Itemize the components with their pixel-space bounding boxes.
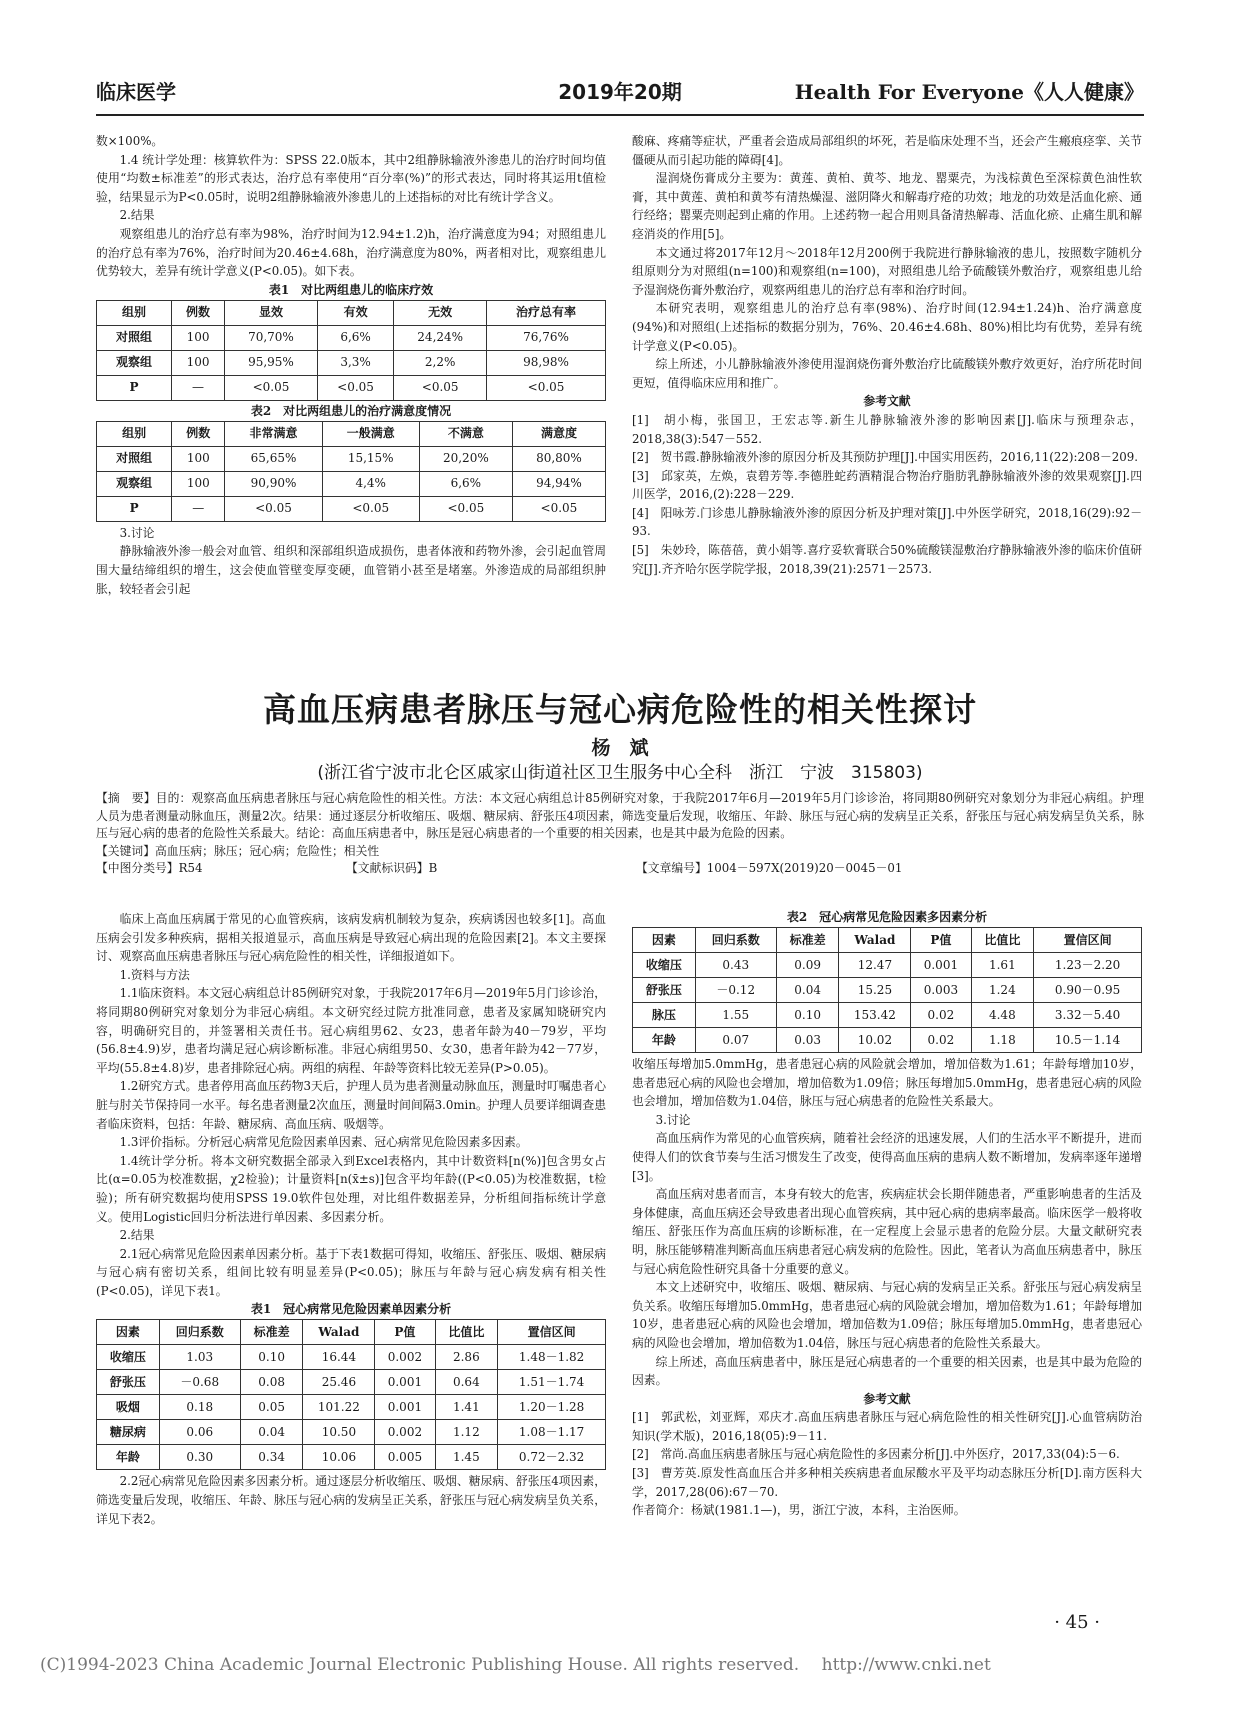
keywords: 【关键词】高血压病；脉压；冠心病；危险性；相关性 xyxy=(96,843,380,858)
references-heading: 参考文献 xyxy=(863,394,911,409)
table-cell: 0.10 xyxy=(776,1003,839,1028)
table-row xyxy=(633,978,1142,1003)
paragraph: 收缩压每增加5.0mmHg，患者患冠心病的风险就会增加，增加倍数为1.61；年龄每增加10岁，患者患冠心病的风险也会增加，增加倍数为1.09倍；脉压每增加5.0mmHg，患者患冠心病的风险也会增加，增加倍数为1.04倍，脉压与冠心病患者的危险性关系最大。 xyxy=(632,1057,1142,1109)
table-cell: 1.55 xyxy=(695,1003,776,1028)
section-heading: 2.结果 xyxy=(119,208,155,223)
table-cell: 100 xyxy=(172,471,225,496)
table-header-cell: 无效 xyxy=(394,300,487,325)
reference-item: [3] 邱家英，左焕，袁碧芳等.李德胜蛇药酒精混合物治疗脂肪乳静脉输液外渗的效果观察[J].四川医学，2016,(2):228－229. xyxy=(632,468,1142,502)
article-table-2 xyxy=(632,927,1142,1053)
article-right-column xyxy=(632,908,1142,1520)
abstract-block xyxy=(96,790,1144,878)
table-cell: 年龄 xyxy=(633,1028,696,1053)
table-cell: 观察组 xyxy=(97,350,172,375)
table-cell: 舒张压 xyxy=(633,978,696,1003)
table-header-cell: 一般满意 xyxy=(322,421,419,446)
table-cell: 12.47 xyxy=(839,953,911,978)
table-cell: <0.05 xyxy=(487,375,606,400)
table-cell: 15,15% xyxy=(322,446,419,471)
header-issue: 2019年20期 xyxy=(558,80,682,104)
table-header-cell: 因素 xyxy=(97,1320,160,1345)
table-cell: 0.03 xyxy=(776,1028,839,1053)
prev-table-2 xyxy=(96,421,606,522)
table-cell: 100 xyxy=(172,350,225,375)
table-cell: 0.02 xyxy=(911,1028,971,1053)
table-header-cell: 组别 xyxy=(97,421,172,446)
table-cell: 0.002 xyxy=(375,1420,435,1445)
table-header-cell: 回归系数 xyxy=(695,928,776,953)
paragraph: 本文通过将2017年12月～2018年12月200例于我院进行静脉输液的患儿，按照数字随机分组原则分为对照组(n=100)和观察组(n=100)，对照组患儿给予硫酸镁外敷治疗，观察组患儿给予湿润烧伤膏外敷治疗，观察两组患儿的治疗总有率和治疗时间。 xyxy=(632,245,1142,297)
table-cell: 0.06 xyxy=(159,1420,240,1445)
table-cell: 1.08－1.17 xyxy=(498,1420,606,1445)
paragraph: 临床上高血压病属于常见的心血管疾病，该病发病机制较为复杂，疾病诱因也较多[1]。高血压病会引发多种疾病，据相关报道显示，高血压病是导致冠心病出现的危险因素[2]。本文主要探讨、观察高血压病患者脉压与冠心病危险性的相关性，详细报道如下。 xyxy=(96,912,606,964)
clc-number: 【中图分类号】R54 xyxy=(96,861,203,875)
references-heading: 参考文献 xyxy=(863,1391,911,1406)
reference-item: [2] 贺书霞.静脉输液外渗的原因分析及其预防护理[J].中国实用医药，2016,11(22):208－209. xyxy=(632,450,1139,465)
paragraph: 3.讨论 xyxy=(655,1112,691,1127)
table-row xyxy=(97,325,606,350)
paragraph: 静脉输液外渗一般会对血管、组织和深部组织造成损伤，患者体液和药物外渗，会引起血管周围大量结缔组织的增生，这会使血管壁变厚变硬，血管销小甚至是堵塞。外渗造成的局部组织肿胀，较轻者会引起 xyxy=(96,544,606,596)
table-row xyxy=(97,375,606,400)
paragraph: 2.1冠心病常见危险因素单因素分析。基于下表1数据可得知，收缩压、舒张压、吸烟、糖尿病与冠心病有密切关系，组间比较有明显差异(P<0.05)；脉压与年龄与冠心病发病有相关性(P<0.05)，详见下表1。 xyxy=(96,1246,606,1298)
running-header xyxy=(96,76,1144,112)
table-cell: 90,90% xyxy=(225,471,322,496)
table-cell: 0.001 xyxy=(911,953,971,978)
table-cell: －0.68 xyxy=(159,1370,240,1395)
table-cell: 0.05 xyxy=(240,1395,303,1420)
table-cell: 1.41 xyxy=(435,1395,498,1420)
table-cell: 吸烟 xyxy=(97,1395,160,1420)
paragraph: 2.结果 xyxy=(119,1228,155,1243)
table-header-cell: 置信区间 xyxy=(1034,928,1142,953)
table-cell: 4.48 xyxy=(971,1003,1034,1028)
table-row xyxy=(97,1420,606,1445)
table-cell: 0.72－2.32 xyxy=(498,1445,606,1470)
table-header-cell: 标准差 xyxy=(776,928,839,953)
prev-right-column xyxy=(632,132,1142,578)
table-cell: P xyxy=(97,375,172,400)
table-cell: 65,65% xyxy=(225,446,322,471)
table-row xyxy=(97,471,606,496)
table-cell: 70,70% xyxy=(225,325,318,350)
table-caption: 表2 冠心病常见危险因素多因素分析 xyxy=(786,910,988,924)
abstract: 【摘 要】目的：观察高血压病患者脉压与冠心病危险性的相关性。方法：本文冠心病组总计85例研究对象，于我院2017年6月—2019年5月门诊诊治，将同期80例研究对象划分为非冠心病组。护理人员为患者测量动脉血压，测量2次。结果：通过逐层分析收缩压、吸烟、糖尿病、舒张压4项因素，筛选变量后发现，收缩压、年龄、脉压与冠心病的发病呈正关系，舒张压与冠心病发病呈负关系，脉压与冠心病的患者的危险性关系最大。结论：高血压病患者中，脉压是冠心病患者的一个重要的相关因素，也是其中最为危险的因素。 xyxy=(96,791,1144,840)
table-cell: 0.64 xyxy=(435,1370,498,1395)
article-number: 【文章编号】1004－597X(2019)20－0045－01 xyxy=(636,861,903,875)
table-cell: 1.12 xyxy=(435,1420,498,1445)
table-cell: 3.32－5.40 xyxy=(1034,1003,1142,1028)
table-caption: 表2 对比两组患儿的治疗满意度情况 xyxy=(250,403,452,418)
table-row xyxy=(97,1395,606,1420)
table-header-cell: 因素 xyxy=(633,928,696,953)
table-header-cell: 不满意 xyxy=(419,421,512,446)
table-cell: 10.02 xyxy=(839,1028,911,1053)
article-title: 高血压病患者脉压与冠心病危险性的相关性探讨 xyxy=(263,690,977,729)
table-header-cell: Walad xyxy=(839,928,911,953)
table-cell: — xyxy=(172,375,225,400)
table-cell: 对照组 xyxy=(97,446,172,471)
header-section: 临床医学 xyxy=(96,80,176,104)
table-cell: 收缩压 xyxy=(97,1345,160,1370)
table-cell: <0.05 xyxy=(317,375,393,400)
table-cell: 1.20－1.28 xyxy=(498,1395,606,1420)
table-cell: 3,3% xyxy=(317,350,393,375)
table-cell: 0.04 xyxy=(240,1420,303,1445)
table-cell: 舒张压 xyxy=(97,1370,160,1395)
article-affiliation: (浙江省宁波市北仑区戚家山街道社区卫生服务中心全科 浙江 宁波 315803) xyxy=(317,763,923,783)
table-cell: <0.05 xyxy=(394,375,487,400)
table-header-cell: 例数 xyxy=(172,421,225,446)
table-cell: 80,80% xyxy=(512,446,605,471)
table-row xyxy=(633,953,1142,978)
reference-item: [4] 阳咏芳.门诊患儿静脉输液外渗的原因分析及护理对策[J].中外医学研究，2018,16(29):92－93. xyxy=(632,505,1142,539)
table-cell: 100 xyxy=(172,325,225,350)
table-cell: <0.05 xyxy=(512,496,605,521)
table-header-cell: 比值比 xyxy=(435,1320,498,1345)
table-header-cell: 组别 xyxy=(97,300,172,325)
table-header-cell: P值 xyxy=(375,1320,435,1345)
paragraph: 1.4统计学分析。将本文研究数据全部录入到Excel表格内，其中计数资料[n(%)]包含男女占比(α=0.05为校准数据，χ2检验)；计量资料[n(x̄±s)]包含平均年龄((P<0.05)为校准数据，t检验)；所有研究数据均使用SPSS 19.0软件包处理，对比组件数据差异，分析组间指标统计学意义。使用Logistic回归分析法进行单因素、多因素分析。 xyxy=(96,1153,606,1224)
table-cell: 76,76% xyxy=(487,325,606,350)
table-cell: <0.05 xyxy=(225,375,318,400)
table-cell: 1.61 xyxy=(971,953,1034,978)
table-header-cell: Walad xyxy=(303,1320,375,1345)
table-cell: 10.5－1.14 xyxy=(1034,1028,1142,1053)
table-row xyxy=(633,1003,1142,1028)
table-cell: 24,24% xyxy=(394,325,487,350)
table-cell: 0.08 xyxy=(240,1370,303,1395)
table-cell: 0.18 xyxy=(159,1395,240,1420)
table-caption: 表1 冠心病常见危险因素单因素分析 xyxy=(250,1302,452,1317)
table-cell: 0.002 xyxy=(375,1345,435,1370)
reference-item: [3] 曹芳英.原发性高血压合并多种相关疾病患者血尿酸水平及平均动态脉压分析[D].南方医科大学，2017,28(06):67－70. xyxy=(632,1466,1142,1499)
table-cell: 1.45 xyxy=(435,1445,498,1470)
table-cell: 0.43 xyxy=(695,953,776,978)
table-cell: 观察组 xyxy=(97,471,172,496)
document-code: 【文献标识码】B xyxy=(346,861,438,875)
table-cell: 4,4% xyxy=(322,471,419,496)
table-cell: 糖尿病 xyxy=(97,1420,160,1445)
reference-item: [1] 胡小梅，张国卫，王宏志等.新生儿静脉输液外渗的影响因素[J].临床与预理杂志，2018,38(3):547－552. xyxy=(632,412,1142,446)
table-cell: 0.005 xyxy=(375,1445,435,1470)
table-cell: P xyxy=(97,496,172,521)
paragraph: 观察组患儿的治疗总有率为98%，治疗时间为12.94±1.2)h，治疗满意度为94；对照组患儿的治疗总有率为76%，治疗时间为20.46±4.68h，治疗满意度为80%，两者相对比，观察组患儿优势较大，差异有统计学意义(P<0.05)。如下表。 xyxy=(96,226,606,279)
table-header-cell: P值 xyxy=(911,928,971,953)
table-cell: 94,94% xyxy=(512,471,605,496)
table-header-cell: 置信区间 xyxy=(498,1320,606,1345)
section-heading: 3.讨论 xyxy=(119,525,155,540)
prev-left-column xyxy=(96,132,606,598)
table-cell: 0.90－0.95 xyxy=(1034,978,1142,1003)
paragraph: 本文上述研究中，收缩压、吸烟、糖尿病、与冠心病的发病呈正关系。舒张压与冠心病发病呈负关系。收缩压每增加5.0mmHg，患者患冠心病的风险就会增加，增加倍数为1.61；年龄每增加10岁，患者患冠心病的风险也会增加，增加倍数为1.09倍；脉压每增加5.0mmHg，患者患冠心病的风险也会增加，增加倍数为1.04倍，脉压与冠心病患者的危险性关系最大。 xyxy=(632,1280,1142,1350)
table-header-cell: 比值比 xyxy=(971,928,1034,953)
table-cell: 1.48－1.82 xyxy=(498,1345,606,1370)
table-cell: 1.51－1.74 xyxy=(498,1370,606,1395)
table-cell: 6,6% xyxy=(419,471,512,496)
paragraph: 作者简介：杨斌(1981.1—)，男，浙江宁波，本科，主治医师。 xyxy=(632,1503,966,1518)
paragraph: 高血压病对患者而言，本身有较大的危害，疾病症状会长期伴随患者，严重影响患者的生活及身体健康，高血压病还会导致患者出现心血管疾病，其中冠心病的患病率最高。临床医学一般将收缩压、舒张压作为高血压病的诊断标准，在一定程度上会显示患者的危险分层。大量文献研究表明，脉压能够精准判断高血压病患者冠心病发病的危险性。因此，笔者认为高血压病患者中，脉压与冠心病危险性研究具备十分重要的意义。 xyxy=(632,1187,1142,1276)
paragraph: 本研究表明，观察组患儿的治疗总有率(98%)、治疗时间(12.94±1.24)h、治疗满意度(94%)和对照组(上述指标的数据分别为，76%、20.46±4.68h、80%)相比均有优势，差异有统计学意义(P<0.05)。 xyxy=(632,301,1142,353)
table-cell: 10.06 xyxy=(303,1445,375,1470)
table-cell: 153.42 xyxy=(839,1003,911,1028)
table-cell: 2.86 xyxy=(435,1345,498,1370)
reference-item: [1] 郭武松，刘亚辉，邓庆才.高血压病患者脉压与冠心病危险性的相关性研究[J].心血管病防治知识(学术版)，2016,18(05):9－11. xyxy=(632,1410,1142,1443)
table-header-cell: 有效 xyxy=(317,300,393,325)
paragraph: 综上所述，高血压病患者中，脉压是冠心病患者的一个重要的相关因素，也是其中最为危险的因素。 xyxy=(632,1354,1142,1388)
table-cell: 100 xyxy=(172,446,225,471)
table-cell: 脉压 xyxy=(633,1003,696,1028)
page-number: · 45 · xyxy=(1054,1612,1100,1633)
paragraph: 1.1临床资料。本文冠心病组总计85例研究对象，于我院2017年6月—2019年5月门诊诊治，将同期80例研究对象划分为非冠心病组。本文研究经过院方批准同意，患者及家属知晓研究内容，明确研究目的，并签署相关责任书。冠心病组男62、女23，患者年龄为40－79岁，平均(56.8±4.9)岁，患者均满足冠心病诊断标准。非冠心病组男50、女30，患者年龄为42－77岁，平均(55.8±4.8)岁，患者排除冠心病。两组的病程、年龄等资料比较无差异(P>0.05)。 xyxy=(96,986,606,1075)
paragraph: 1.3评价指标。分析冠心病常见危险因素单因素、冠心病常见危险因素多因素。 xyxy=(119,1135,528,1150)
table-cell: 对照组 xyxy=(97,325,172,350)
table-row xyxy=(97,496,606,521)
table-header-cell: 例数 xyxy=(172,300,225,325)
paragraph: 2.2冠心病常见危险因素多因素分析。通过逐层分析收缩压、吸烟、糖尿病、舒张压4项因素，筛选变量后发现，收缩压、年龄、脉压与冠心病的发病呈正关系，舒张压与冠心病发病呈负关系，详见下表2。 xyxy=(96,1474,606,1526)
table-row xyxy=(633,1028,1142,1053)
table-cell: 6,6% xyxy=(317,325,393,350)
table-cell: 10.50 xyxy=(303,1420,375,1445)
table-header-cell: 非常满意 xyxy=(225,421,322,446)
table-cell: 0.001 xyxy=(375,1370,435,1395)
table-cell: 0.04 xyxy=(776,978,839,1003)
paragraph: 1.资料与方法 xyxy=(119,967,190,982)
table-cell: 1.24 xyxy=(971,978,1034,1003)
table-cell: 101.22 xyxy=(303,1395,375,1420)
paragraph: 1.2研究方式。患者停用高血压药物3天后，护理人员为患者测量动脉血压，测量时叮嘱患者心脏与肘关节保持同一水平。每名患者测量2次血压，测量时间间隔3.0min。护理人员要详细调查患者临床资料，包括：年龄、糖尿病、高血压病、吸烟等。 xyxy=(96,1079,606,1131)
table-cell: 0.001 xyxy=(375,1395,435,1420)
paragraph: 数×100%。 xyxy=(96,134,164,148)
table-header-cell: 满意度 xyxy=(512,421,605,446)
paragraph: 酸麻、疼痛等症状，严重者会造成局部组织的坏死，若是临床处理不当，还会产生瘢痕痉挛、关节僵硬从而引起功能的障碍[4]。 xyxy=(632,134,1142,167)
classification-row xyxy=(96,860,1144,878)
article-left-column xyxy=(96,910,606,1528)
table-cell: －0.12 xyxy=(695,978,776,1003)
table-cell: 0.003 xyxy=(911,978,971,1003)
table-header-cell: 治疗总有率 xyxy=(487,300,606,325)
table-cell: 0.34 xyxy=(240,1445,303,1470)
table-row xyxy=(97,1345,606,1370)
table-cell: <0.05 xyxy=(225,496,322,521)
table-cell: 0.10 xyxy=(240,1345,303,1370)
article-table-1 xyxy=(96,1319,606,1470)
paragraph: 1.4 统计学处理：核算软件为：SPSS 22.0版本，其中2组静脉输液外渗患儿的治疗时间均值使用“均数±标准差”的形式表达，治疗总有率使用“百分率(%)”的形式表达，同时将其运用t值检验，结果显示为P<0.05时，说明2组静脉输液外渗患儿的上述指标的对比有统计学含义。 xyxy=(96,152,606,204)
table-cell: 0.09 xyxy=(776,953,839,978)
paragraph: 高血压病作为常见的心血管疾病，随着社会经济的迅速发展，人们的生活水平不断提升，进而使得人们的饮食节奏与生活习惯发生了改变，使得高血压病的患病人数不断增加，发病率逐年递增[3]。 xyxy=(632,1131,1142,1183)
reference-item: [2] 常尚.高血压病患者脉压与冠心病危险性的多因素分析[J].中外医疗，2017,33(04):5－6. xyxy=(632,1447,1120,1462)
table-cell: 1.23－2.20 xyxy=(1034,953,1142,978)
table-cell: 0.02 xyxy=(911,1003,971,1028)
table-row xyxy=(97,1370,606,1395)
table-cell: 98,98% xyxy=(487,350,606,375)
table-cell: 收缩压 xyxy=(633,953,696,978)
table-cell: 20,20% xyxy=(419,446,512,471)
header-rule xyxy=(96,114,1144,116)
table-cell: 年龄 xyxy=(97,1445,160,1470)
reference-item: [5] 朱妙玲，陈蓓蓓，黄小娟等.喜疗妥软膏联合50%硫酸镁湿敷治疗静脉输液外渗的临床价值研究[J].齐齐哈尔医学院学报，2018,39(21):2571－2573. xyxy=(632,543,1142,576)
paragraph: 湿润烧伤膏成分主要为：黄莲、黄柏、黄芩、地龙、罂粟壳，为浅棕黄色至深棕黄色油性软膏，其中黄莲、黄柏和黄芩有清热燥湿、滋阴降火和解毒疗疮的功效；地龙的功效是活血化瘀、通行经络；罂粟壳则起到止痛的作用。上述药物一起合用则具备清热解毒、活血化瘀、止痛生肌和解痉消炎的作用[5]。 xyxy=(632,171,1142,241)
table-cell: 95,95% xyxy=(225,350,318,375)
table-row xyxy=(97,1445,606,1470)
table-cell: 0.07 xyxy=(695,1028,776,1053)
table-header-cell: 标准差 xyxy=(240,1320,303,1345)
table-cell: 15.25 xyxy=(839,978,911,1003)
table-cell: 2,2% xyxy=(394,350,487,375)
table-cell: 25.46 xyxy=(303,1370,375,1395)
table-cell: 1.18 xyxy=(971,1028,1034,1053)
table-row xyxy=(97,446,606,471)
article-author: 杨 斌 xyxy=(591,737,649,759)
table-cell: 16.44 xyxy=(303,1345,375,1370)
copyright-footer: (C)1994-2023 China Academic Journal Electronic Publishing House. All rights reserved. http://www.cnki.net xyxy=(40,1655,991,1675)
table-caption: 表1 对比两组患儿的临床疗效 xyxy=(268,282,434,297)
table-cell: <0.05 xyxy=(322,496,419,521)
table-header-cell: 显效 xyxy=(225,300,318,325)
paragraph: 综上所述，小儿静脉输液外渗使用湿润烧伤膏外敷治疗比硫酸镁外敷疗效更好，治疗所花时间更短，值得临床应用和推广。 xyxy=(632,357,1142,390)
table-cell: — xyxy=(172,496,225,521)
table-header-cell: 回归系数 xyxy=(159,1320,240,1345)
table-row xyxy=(97,350,606,375)
table-cell: 0.30 xyxy=(159,1445,240,1470)
prev-table-1 xyxy=(96,300,606,401)
table-cell: 1.03 xyxy=(159,1345,240,1370)
header-journal: Health For Everyone《人人健康》 xyxy=(794,80,1144,104)
table-cell: <0.05 xyxy=(419,496,512,521)
